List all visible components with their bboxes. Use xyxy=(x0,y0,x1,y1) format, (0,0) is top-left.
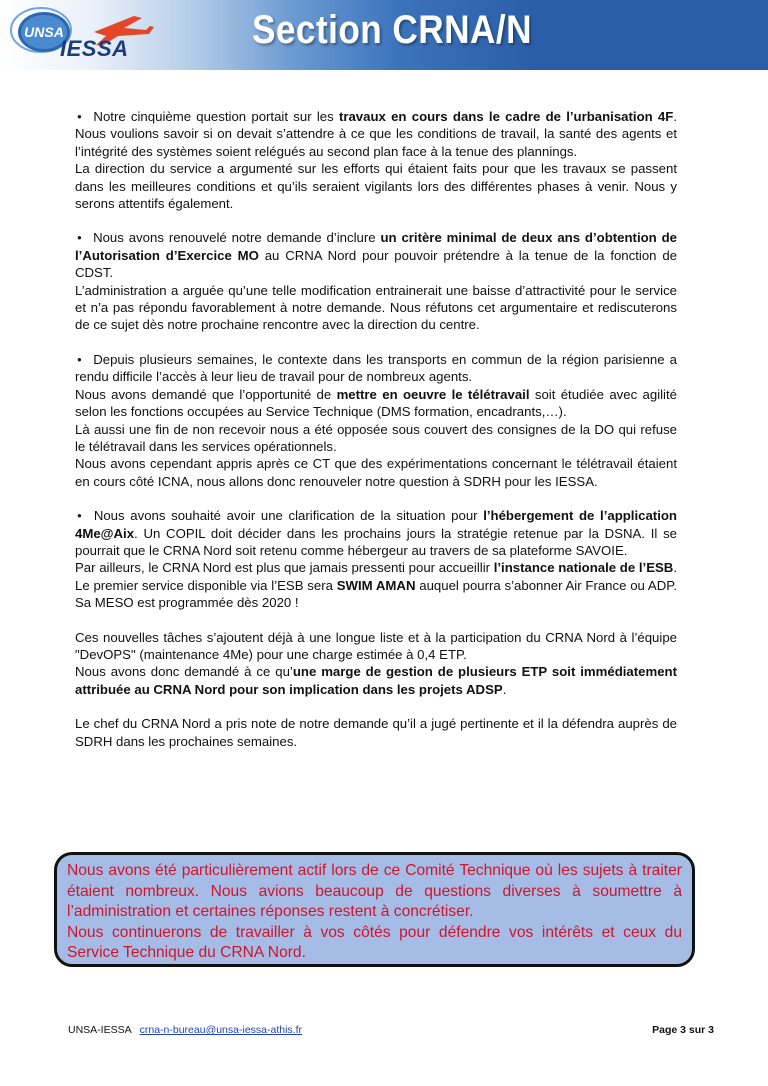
bullet-icon xyxy=(75,230,93,245)
bold-text: SWIM AMAN xyxy=(336,577,416,593)
text: Nous avons donc demandé à ce qu’ xyxy=(75,664,293,680)
bold-text: mettre en oeuvre le télétravail xyxy=(336,386,530,402)
bold-text: travaux en cours dans le cadre de l’urbanisation 4F xyxy=(338,109,674,124)
paragraph-text: Le chef du CRNA Nord a pris note de notre demande qu’il a jugé pertinente et il la défendra auprès de SDRH dans les prochaines semaines. xyxy=(75,716,677,749)
footer-email-link[interactable]: crna-n-bureau@unsa-iessa-athis.fr xyxy=(139,1024,303,1036)
paragraph-text: L’administration a arguée qu’une telle modification entrainerait une baisse d’attractivité pour le service et n’a pas répondu favorablement à notre demande. Nous réfutons cet argumentaire et rediscuterons de ce sujet dès notre prochaine rencontre avec la direction du centre. xyxy=(75,282,677,333)
bold-text: l’hébergement de l’application 4Me@Aix xyxy=(75,508,677,541)
paragraph-critere xyxy=(75,229,677,281)
text: Notre cinquième question portait sur les xyxy=(93,109,339,124)
page-header xyxy=(0,0,768,70)
text: . Le premier service disponible via l’ESB sera xyxy=(75,560,677,593)
footer-org: UNSA-IESSA xyxy=(68,1024,132,1036)
callout-text: Nous continuerons de travailler à vos côtés pour défendre vos intérêts et ceux du Service Technique du CRNA Nord. xyxy=(67,923,682,962)
unsa-iessa-logo xyxy=(6,2,166,66)
bold-text: une marge de gestion de plusieurs ETP soit immédiatement attribuée au CRNA Nord pour son implication dans les projets ADSP xyxy=(75,664,677,697)
text: . Nous voulions savoir si on devait s’attendre à ce que les conditions de travail, la santé des agents et l’intégrité des systèmes soient relégués au second plan face à la tenue des plannings. xyxy=(75,109,677,159)
page-title: Section CRNA/N xyxy=(252,8,532,52)
paragraph-teletravail xyxy=(75,386,677,421)
text: Par ailleurs, le CRNA Nord est plus que jamais pressenti pour accueillir xyxy=(75,560,494,576)
bullet-icon xyxy=(75,508,94,523)
paragraph-text: La direction du service a argumenté sur les efforts qui étaient faits pour que les travaux se passent dans les meilleures conditions et qu’ils seraient vigilants lors des différentes phases à venir. Nous y serons attentifs également. xyxy=(75,161,677,212)
unsa-badge: UNSA xyxy=(18,12,70,52)
text: Nous avons renouvelé notre demande d’inclure xyxy=(93,230,381,246)
paragraph-hebergement xyxy=(75,507,677,559)
text: Nous avons demandé que l’opportunité de xyxy=(75,386,337,402)
bold-text: un critère minimal de deux ans d’obtention de l’Autorisation d’Exercice MO xyxy=(75,230,677,263)
logo-text: IESSA xyxy=(60,36,129,61)
paragraph-etp xyxy=(75,663,677,698)
bullet-icon xyxy=(75,352,93,367)
bullet-icon xyxy=(75,109,93,124)
text: . xyxy=(502,681,507,697)
page-footer xyxy=(68,1024,714,1040)
paragraph-text: Ces nouvelles tâches s’ajoutent déjà à une longue liste et à la participation du CRNA Nord à l’équipe "DevOPS" (maintenance 4Me) pour une charge estimée à 0,4 ETP. xyxy=(75,629,677,662)
footer-left xyxy=(68,1024,302,1036)
text: Depuis plusieurs semaines, le contexte dans les transports en commun de la région parisienne a rendu difficile l’accès à leur lieu de travail pour de nombreux agents. xyxy=(75,351,677,385)
paragraph-text: Là aussi une fin de non recevoir nous a été opposée sous couvert des consignes de la DO qui refuse le télétravail dans les services opérationnels. xyxy=(75,421,677,454)
paragraph-urbanisation xyxy=(75,108,677,160)
paragraph-esb xyxy=(75,559,677,611)
page-number: Page 3 sur 3 xyxy=(652,1024,714,1036)
text: au CRNA Nord pour pouvoir prétendre à la tenue de la fonction de CDST. xyxy=(75,247,677,281)
bold-text: l’instance nationale de l’ESB xyxy=(493,560,674,576)
text: soit étudiée avec agilité selon les fonctions occupées au Service Technique (DMS formation, encadrants,…). xyxy=(75,386,677,420)
text: . Un COPIL doit décider dans les prochains jours la stratégie retenue par la DSNA. Il se pourrait que le CRNA Nord soit retenu comme hébergeur au travers de sa plateforme SAVOIE. xyxy=(75,525,677,558)
conclusion-callout xyxy=(54,852,695,967)
paragraph-text: Nous avons cependant appris après ce CT que des expérimentations concernant le télétravail étaient en cours côté ICNA, nous allons donc renouveler notre question à SDRH pour les IESSA. xyxy=(75,456,677,489)
document-body xyxy=(75,108,677,750)
text: auquel pourra s’abonner Air France ou ADP. Sa MESO est programmée dès 2020 ! xyxy=(75,577,678,611)
paragraph-transports xyxy=(75,351,677,386)
text: Nous avons souhaité avoir une clarification de la situation pour xyxy=(93,508,484,524)
callout-text: Nous avons été particulièrement actif lors de ce Comité Technique où les sujets à traiter étaient nombreux. Nous avions beaucoup de questions diverses à soumettre à l’administration et certaines réponses restent à concrétiser. xyxy=(67,862,682,921)
